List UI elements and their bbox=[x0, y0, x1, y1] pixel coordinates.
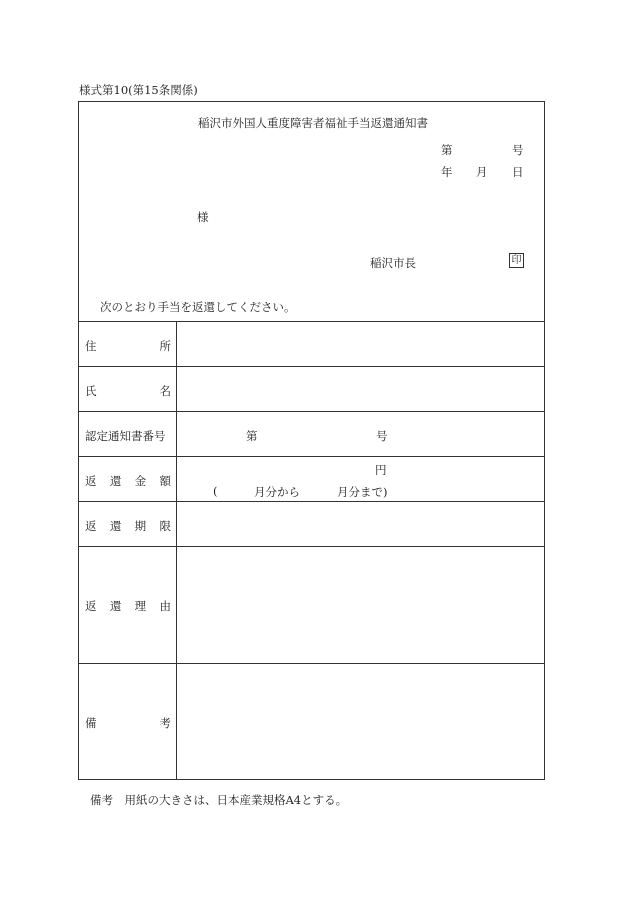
cert-number-prefix: 第 bbox=[246, 429, 258, 443]
doc-number-suffix: 号 bbox=[512, 143, 524, 157]
form-title: 稲沢市外国人重度障害者福祉手当返還通知書 bbox=[198, 116, 428, 130]
amount-paren-open: ( bbox=[213, 484, 218, 498]
row-label-deadline: 返 還 期 限 bbox=[85, 519, 171, 533]
row-label-cert-number: 認定通知書番号 bbox=[85, 429, 166, 443]
seal-icon: 印 bbox=[509, 253, 524, 268]
row-label-amount: 返 還 金 額 bbox=[85, 474, 171, 488]
date-day: 日 bbox=[512, 165, 524, 179]
date-month: 月 bbox=[476, 165, 488, 179]
notice-form bbox=[78, 101, 545, 780]
date-year: 年 bbox=[441, 165, 453, 179]
row-label-name: 氏 名 bbox=[85, 384, 171, 398]
footnote: 備考 用紙の大きさは、日本産業規格A4とする。 bbox=[90, 793, 348, 807]
amount-yen: 円 bbox=[375, 463, 387, 477]
row-label-address: 住 所 bbox=[85, 339, 171, 353]
row-label-reason: 返 還 理 由 bbox=[85, 599, 171, 613]
doc-number-prefix: 第 bbox=[441, 143, 453, 157]
amount-from-month: 月分から bbox=[254, 485, 300, 499]
form-number: 様式第10(第15条関係) bbox=[79, 83, 198, 97]
intro-text: 次のとおり手当を返還してください。 bbox=[100, 300, 296, 314]
issuer: 稲沢市長 bbox=[370, 256, 416, 270]
amount-to-month: 月分まで) bbox=[337, 485, 388, 499]
cert-number-suffix: 号 bbox=[376, 429, 388, 443]
addressee-suffix: 様 bbox=[197, 210, 209, 224]
row-label-remarks: 備 考 bbox=[85, 716, 171, 730]
